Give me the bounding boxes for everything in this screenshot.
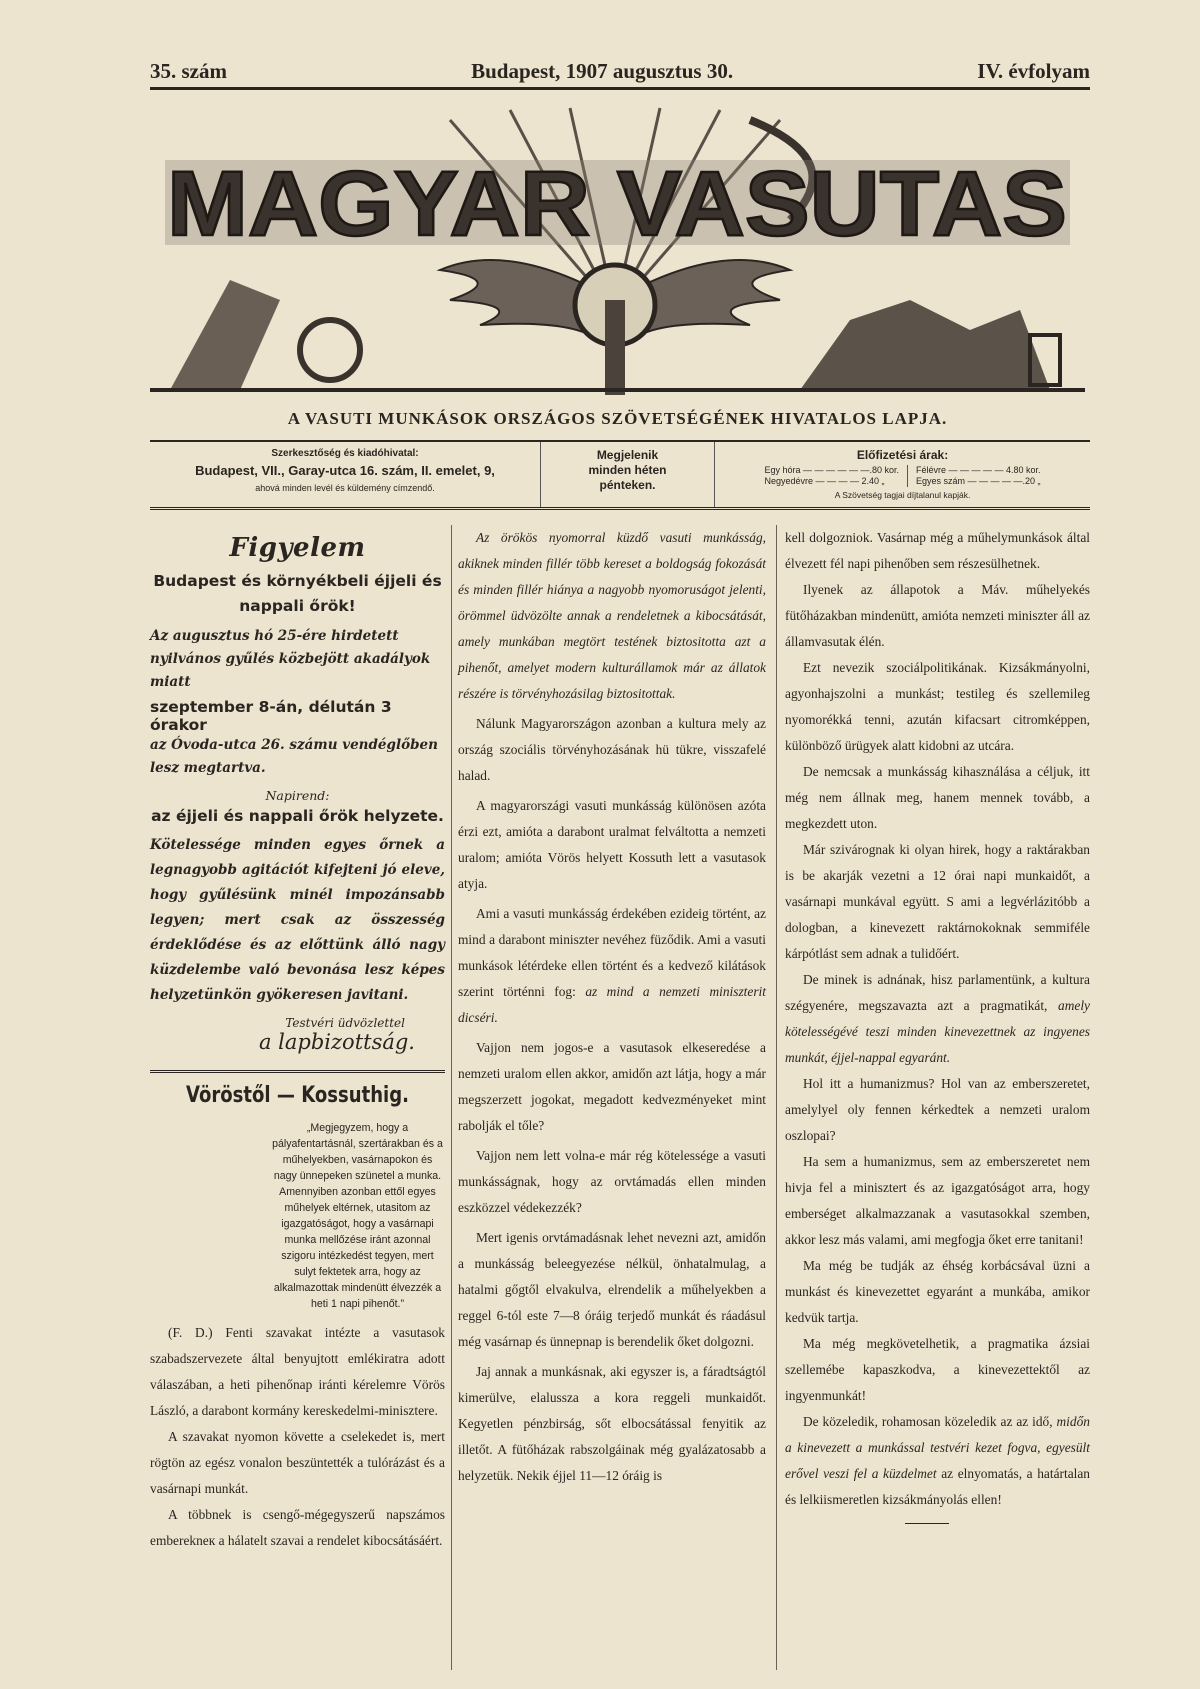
masthead-title: MAGYAR VASUTAS [167,153,1067,255]
sheaf-shape [170,280,280,390]
place-date: Budapest, 1907 augusztus 30. [471,59,734,83]
article-paragraph: Az örökös nyomorral küzdő vasuti munkásság, akiknek minden fillér több kereset a boldogság fokozását és minden fillér hiánya a nagyobb nyomoruságot jelenti, örömmel üdvözölte annak a rendeletnek a kibocsátását, amely munkában megtört testének biztositotta azt a pihenőt, amelyet modern kulturállamok már az állatok részére is törvényhozásilag biztositottak. [458,530,766,701]
article-paragraph: Hol itt a humanizmus? Hol van az emberszeretet, amelylyel oly fennen kérkedtek a nemzeti uralom oszlopai? [785,1076,1090,1143]
article-text: De minek is adnának, hisz parlamentünk, a kultura szégyenére, megszavazta azt a pragmatikát, [785,972,1090,1013]
publish-line-2: minden héten [588,463,667,477]
article-paragraph: De nemcsak a munkásság kihasználása a céljuk, itt még nem állnak meg, hanem mennek tovább, a megkezdett uton. [785,764,1090,831]
notice-agenda: az éjjeli és nappali őrök helyzete. [151,807,444,825]
landscape-shape [800,300,1050,390]
info-bar [150,440,1090,510]
column-2 [458,525,766,1489]
quote-block [150,1120,445,1312]
article-text: az elnyomatás, a határtalan és lelkiismeretlen kizsákmányolás ellen! [785,1466,1090,1507]
article-paragraph: Vajjon nem jogos-e a vasutasok elkeseredése a nemzeti uralom ellen akkor, amidőn azt látja, hogy a már megszerzett jogokat, megadott kedvezményeket mint rabolják el tőle? [458,1040,766,1133]
gear-icon [300,320,360,380]
masthead-illustration [150,100,1085,400]
price-half: Félévre — — — — — 4.80 kor. [916,465,1041,475]
article-paragraph: A szavakat nyomon követte a cselekedet is, mert rögtön az egész vonalon beszüntették a tulórázást és a vasárnapi munkát. [150,1429,445,1496]
column-1 [150,525,445,1554]
article-paragraph: Nálunk Magyarországon azonban a kultura mely az ország szociális törvényhozásának hü tükre, visszafelé halad. [458,716,766,783]
article-paragraph [785,967,1090,1071]
article-paragraph: Már szivárognak ki olyan hirek, hogy a raktárakban is be akarják vezetni a 12 órai napi munkaidőt, a vasárnapi munkával együtt. S ami a legvérlázitóbb a dologban, a kinevezett raktárnokoknak semmiféle kárpótlást sem adnak a tulidőért. [785,842,1090,961]
price-grid [715,465,1090,487]
notice-intro: Az augusztus hó 25-ére hirdetett nyilvános gyűlés közbejött akadályok miatt [150,628,431,690]
article-paragraph: Ma még be tudják az éhség korbácsával üzni a munkást és kinevezettet egyaránt a munkába, amikor kedvük tartja. [785,1258,1090,1325]
publication-info [540,442,715,507]
notice-agenda-label: Napirend: [265,788,330,803]
masthead-subtitle: A VASUTI MUNKÁSOK ORSZÁGOS SZÖVETSÉGÉNEK HIVATALOS LAPJA. [287,409,948,428]
article-paragraph: kell dolgozniok. Vasárnap még a műhelymunkások által élvezett fél napi pihenőben sem részesülhetnek. [785,530,1090,571]
article-paragraph [458,901,766,1031]
price-month: Egy hóra — — — — — —.80 kor. [764,465,899,475]
article-paragraph [785,1409,1090,1513]
prices-note: A Szövetség tagjai díjtalanul kapják. [834,490,971,500]
notice-date: szeptember 8-án, délután 3 órakor [150,698,392,734]
notice-greeting: Testvéri üdvözlettel [285,1016,405,1030]
price-single: Egyes szám — — — — —.20 „ [916,476,1041,486]
notice-body: Kötelessége minden egyes őrnek a legnagyobb agitációt kifejteni jó eleve, hogy gyűlésünk minél impozánsabb legyen; mert csak az összesség érdeklődése és az előttünk álló nagy küzdelembe való bevonása lesz képes helyzetünkön gyökeresen javitani. [150,837,445,1003]
editorial-info [150,442,540,507]
editorial-label: Szerkesztőség és kiadóhivatal: [271,448,419,459]
article-paragraph: (F. D.) Fenti szavakat intézte a vasutasok szabadszervezete által benyujtott emlékiratra adott válaszában, a heti pihenőnap iránti kérelemre Vörös László, a darabont kormány kereskedelmi-minisztere. [150,1325,445,1418]
issue-number: 35. szám [150,59,227,83]
editorial-note: ahová minden levél és küldemény címzendő. [255,483,435,493]
notice-place: az Óvoda-utca 26. számu vendéglőben lesz megtartva. [150,737,438,776]
price-quarter: Negyedévre — — — — 2.40 „ [764,476,885,486]
editorial-address: Budapest, VII., Garay-utca 16. szám, II. emelet, 9, [195,463,495,478]
article-text: Ami a vasuti munkásság érdekében ezideig történt, az mind a darabont miniszter nevéhez füződik. Ami a vasuti munkások létérdeke ellen történt és a kedvező kilátások szerint történni fog: [458,906,766,999]
publish-line-1: Megjelenik [596,448,659,462]
article-emphasis: midőn a kinevezett a munkással testvéri kezet fogva, egyesült erővel veszi fel a küzdelmet [785,1414,1090,1481]
article-emphasis: amely kötelességévé teszi minden kinevezettnek az ingyenes munkát, éjjel-nappal egyaránt. [785,998,1090,1065]
article-text: De közeledik, rohamosan közeledik az az idő, [803,1414,1053,1429]
column-3 [785,525,1090,1524]
issue-header [150,60,1090,90]
article-emphasis: az mind a nemzeti miniszterit dicséri. [458,984,766,1025]
subscription-prices [715,442,1090,507]
volume: IV. évfolyam [977,59,1090,83]
column-divider [776,525,777,1670]
article-paragraph: Ezt nevezik szociálpolitikának. Kizsákmányolni, agyonhajszolni a munkást; testileg és szellemileg nyomorékká tenni, azután kifacsart citromképpen, különböző ürügyek alatt kidobni az utcára. [785,660,1090,753]
column-divider [451,525,452,1670]
notice-signature: a lapbizottság. [258,1030,415,1054]
notice-title: Figyelem [229,533,366,563]
article-paragraph: Jaj annak a munkásnak, aki egyszer is, a fáradtságtól kimerülve, elalussza a kora reggeli munkaidőt. Kegyetlen pénzbirság, sőt elbocsátással fenyitik az illetőt. A fütőházak rabszolgáinak még gyalázatosabb a helyzetük. Nekik éjjel 11—12 óráig is [458,1364,766,1483]
section-divider [150,1070,445,1073]
article-paragraph: Ha sem a humanizmus, sem az emberszeretet nem hivja fel a minisztert és az igazgatóságot arra, hogy emberséget alkalmazzanak a vasutasokkal szemben, akkor lesz más valami, ami megfogja őket erre tanitani! [785,1154,1090,1247]
publish-line-3: pénteken. [599,478,656,492]
prices-title: Előfizetési árak: [856,448,949,462]
end-rule [905,1523,949,1524]
article-paragraph: Ilyenek az állapotok a Máv. műhelyekés fütőházakban mindenütt, amióta nemzeti miniszter áll az államvasutak élén. [785,582,1090,649]
article-quote: „Megjegyzem, hogy a pályafentartásnál, szertárakban és a műhelyekben, vasárnapokon és nagy ünnepeken szünetel a munka. Amennyiben azonban ettől egyes műhelyek eltérnek, utasitom az igazgatóságot, hogy a vasárnapi munka mellőzése iránt azonnal szigoru intézkedést tegyen, mert sulyt fektetek arra, hogy az alkalmazottak mindenütt élvezzék a heti 1 napi pihenőt.” [272,1122,443,1310]
notice-head: Budapest és környékbeli éjjeli és nappali őrök! [153,572,442,615]
article-paragraph: Ma még megkövetelhetik, a pragmatika ázsiai szellemébe kapaszkodva, a kinevezettektől az ingyenmunkát! [785,1336,1090,1403]
article-title: Vöröstől — Kossuthig. [185,1083,409,1108]
article-paragraph: Vajjon nem lett volna-e már rég kötelessége a vasuti munkásságnak, hogy az orvtámadás ellen minden eszközzel védekezzék? [458,1148,766,1215]
article-paragraph: A magyarországi vasuti munkásság különösen azóta érzi ezt, amióta a darabont uralmat felváltotta a nemzeti uralom; amióta Vörös helyett Kossuth lett a vasutasok atyja. [458,798,766,891]
article-paragraph: Mert igenis orvtámadásnak lehet nevezni azt, amidőn a munkásság beleegyezése nélkül, önhatalmulag, a hatalmi gőgtől elvakulva, elrendelik a műhelyekben a reggel 6-tól este 7—8 óráig terjedő munkát és ráadásul még vasárnap és ünnepnap is berendelik őket dolgozni. [458,1230,766,1349]
winged-wheel-emblem [440,260,790,395]
article-paragraph: A többnek is csengő-mégegyszerű napszámos emberekneк a hálatelt szavai a rendelet kibocsátásáért. [150,1507,445,1548]
masthead [150,100,1085,400]
